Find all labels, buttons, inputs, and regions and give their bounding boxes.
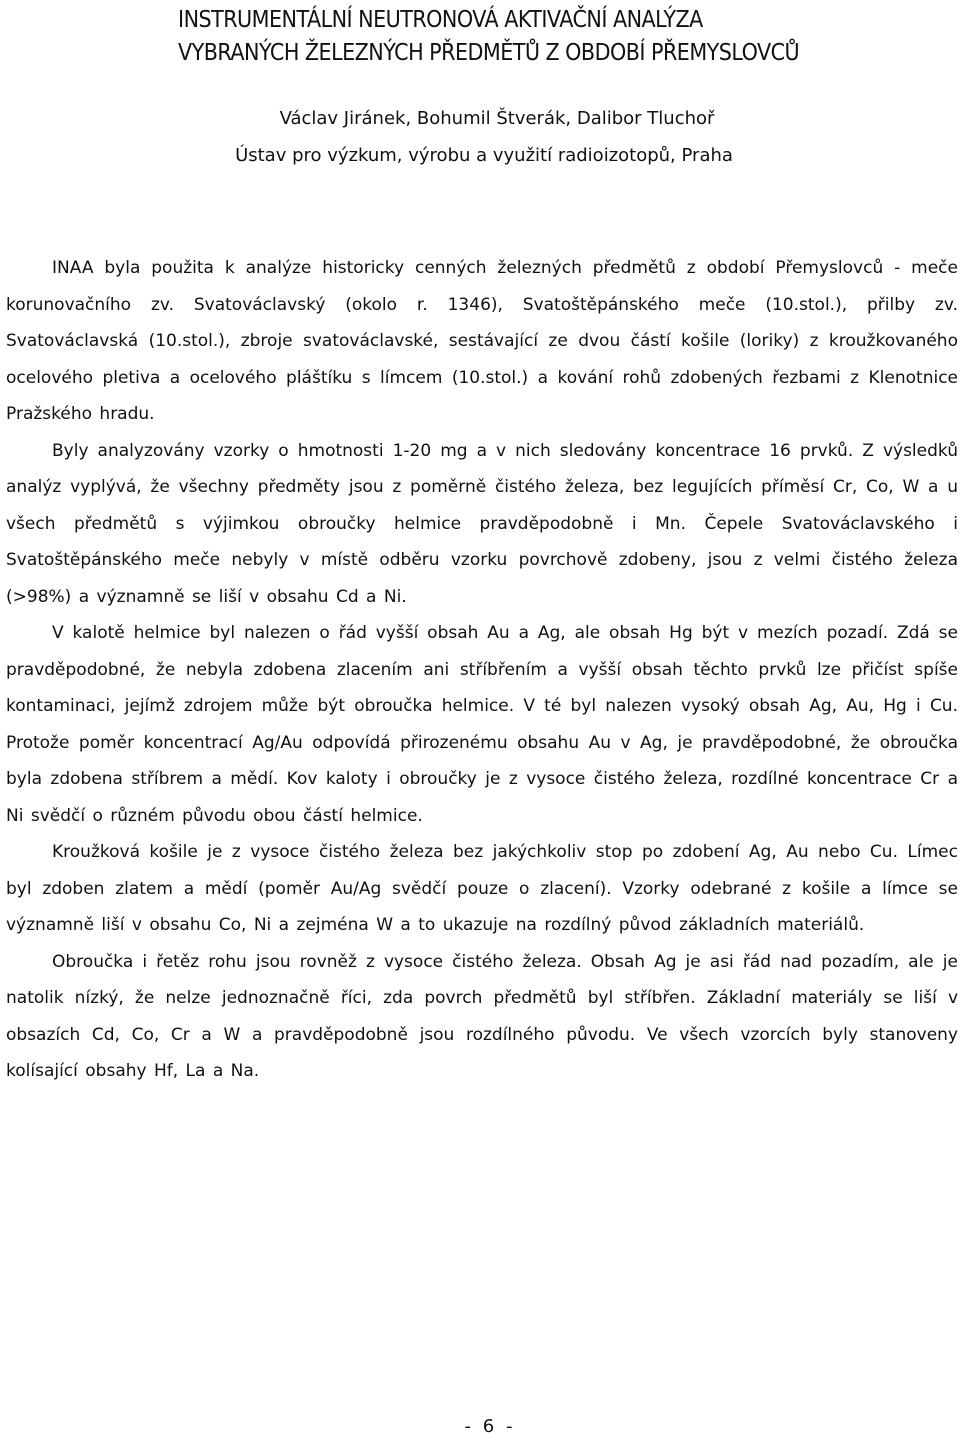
abstract-body [6, 250, 958, 1090]
paragraph-2: Byly analyzovány vzorky o hmotnosti 1-20 mg a v nich sledovány koncentrace 16 prvků. Z výsledků analýz vyplývá, že všechny předměty jsou z poměrně čistého železa, bez legujících příměsí Cr, Co, W a u všech předmětů s výjimkou obroučky helmice pravděpodobně i Mn. Čepele Svatováclavského i Svatoštěpánského meče nebyly v místě odběru vzorku povrchově zdobeny, jsou z velmi čistého železa (>98%) a významně se liší v obsahu Cd a Ni. [6, 440, 958, 607]
title-line-1: INSTRUMENTÁLNÍ NEUTRONOVÁ AKTIVAČNÍ ANALÝZA [178, 7, 703, 33]
paragraph-1: INAA byla použita k analýze historicky cenných železných předmětů z období Přemyslovců - meče korunovačního zv. Svatováclavský (okolo r. 1346), Svatoštěpánského meče (10.stol.), přilby zv. Svatováclavská (10.stol.), zbroje svatováclavské, sestávající ze dvou částí košile (loriky) z kroužkovaného ocelového pletiva a ocelového pláštíku s límcem (10.stol.) a kování rohů zdobených řezbami z Klenotnice Pražského hradu. [6, 258, 958, 424]
title-line-2: VYBRANÝCH ŽELEZNÝCH PŘEDMĚTŮ Z OBDOBÍ PŘEMYSLOVCŮ [178, 40, 800, 66]
author-list: Václav Jiránek, Bohumil Štverák, Dalibor Tluchoř [279, 108, 715, 129]
document-title [178, 4, 862, 70]
paragraph-5: Obroučka i řetěz rohu jsou rovněž z vysoce čistého železa. Obsah Ag je asi řád nad pozadím, ale je natolik nízký, že nelze jednoznačně říci, zda povrch předmětů byl stříbřen. Základní materiály se liší v obsazích Cd, Co, Cr a W a pravděpodobně jsou rozdílného původu. Ve všech vzorcích byly stanoveny kolísající obsahy Hf, La a Na. [6, 951, 958, 1081]
page-number: - 6 - [464, 1416, 516, 1437]
affiliation: Ústav pro výzkum, výrobu a využití radioizotopů, Praha [235, 145, 733, 166]
paragraph-3: V kalotě helmice byl nalezen o řád vyšší obsah Au a Ag, ale obsah Hg být v mezích pozadí. Zdá se pravděpodobné, že nebyla zdobena zlacením ani stříbřením a vyšší obsah těchto prvků lze přičíst spíše kontaminaci, jejímž zdrojem může být obroučka helmice. V té byl nalezen vysoký obsah Ag, Au, Hg i Cu. Protože poměr koncentrací Ag/Au odpovídá přirozenému obsahu Au v Ag, je pravděpodobné, že obroučka byla zdobena stříbrem a mědí. Kov kaloty i obroučky je z vysoce čistého železa, rozdílné koncentrace Cr a Ni svědčí o různém původu obou částí helmice. [6, 623, 958, 826]
paragraph-4: Kroužková košile je z vysoce čistého železa bez jakýchkoliv stop po zdobení Ag, Au nebo Cu. Límec byl zdoben zlatem a mědí (poměr Au/Ag svědčí pouze o zlacení). Vzorky odebrané z košile a límce se významně liší v obsahu Co, Ni a zejména W a to ukazuje na rozdílný původ základních materiálů. [6, 842, 958, 935]
